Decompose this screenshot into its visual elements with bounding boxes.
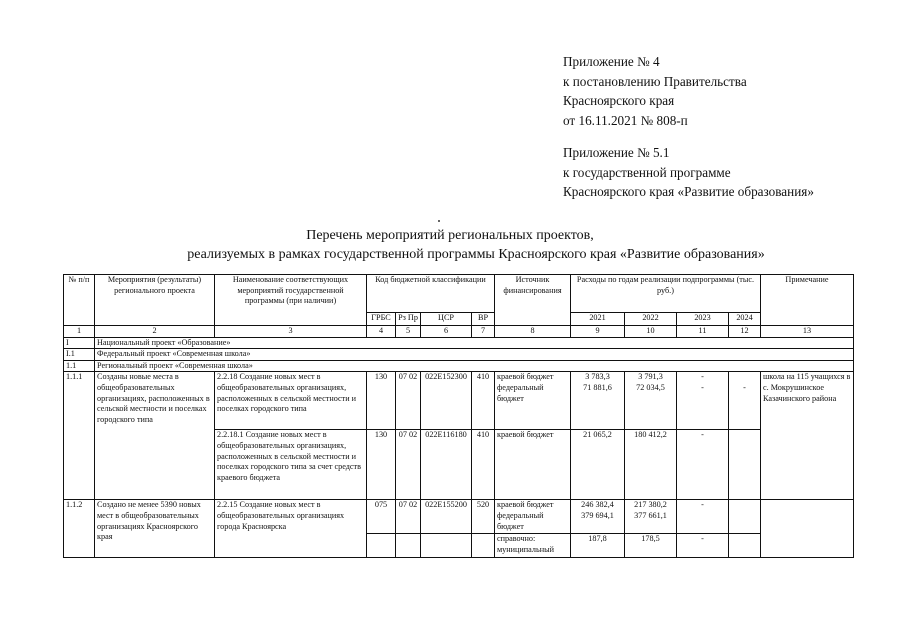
row-csr: 022Е116180 <box>421 430 472 500</box>
col-number: 2 <box>95 326 215 338</box>
header-2023: 2023 <box>677 313 729 326</box>
col-number: 12 <box>729 326 761 338</box>
appendix-4-line: Приложение № 4 <box>563 54 660 69</box>
row-vr <box>472 534 495 558</box>
row-value-2022 <box>625 372 677 430</box>
row-value-2022: 178,5 <box>625 534 677 558</box>
col-number: 5 <box>396 326 421 338</box>
value-line: 72 034,5 <box>636 382 665 392</box>
header-2024: 2024 <box>729 313 761 326</box>
header-rzpr: Рз Пр <box>396 313 421 326</box>
appendix-4-line: Красноярского края <box>563 93 675 108</box>
section-num: 1.1 <box>64 360 95 372</box>
header-note: Примечание <box>761 275 854 326</box>
row-value-2024 <box>729 430 761 500</box>
row-program-event: 2.2.15 Создание новых мест в общеобразовательных организациях города Красноярска <box>215 500 367 558</box>
section-title: Региональный проект «Современная школа» <box>95 360 854 372</box>
row-grbs: 130 <box>367 430 396 500</box>
header-name: Наименование соответствующих мероприятий государственной программы (при наличии) <box>215 275 367 326</box>
row-program-event: 2.2.18.1 Создание новых мест в общеобразовательных организациях, расположенных в сельской местности и поселках городского типа за счет средств краевого бюджета <box>215 430 367 500</box>
source-line: краевой бюджет <box>497 500 554 510</box>
value-line: 3 783,3 <box>585 372 610 382</box>
row-source <box>495 500 571 534</box>
events-table <box>63 274 854 558</box>
row-csr: 022E152300 <box>421 372 472 430</box>
row-source: краевой бюджет <box>495 430 571 500</box>
row-rzpr: 07 02 <box>396 430 421 500</box>
row-value-2021 <box>571 500 625 534</box>
row-grbs: 130 <box>367 372 396 430</box>
row-event: Созданы новые места в общеобразовательных организациях, расположенных в сельской местности и поселках городского типа <box>95 372 215 500</box>
row-grbs <box>367 534 396 558</box>
appendix-5-1-line: к государственной программе <box>563 164 731 180</box>
row-num: 1.1.1 <box>64 372 95 500</box>
value-line: 246 382,4 <box>581 500 614 510</box>
appendix-4-line: к постановлению Правительства <box>563 73 747 89</box>
source-line: краевой бюджет <box>497 372 554 382</box>
header-expenses: Расходы по годам реализации подпрограммы (тыс. руб.) <box>571 275 761 313</box>
row-source <box>495 372 571 430</box>
row-vr: 410 <box>472 372 495 430</box>
row-value-2024 <box>729 372 761 430</box>
document-title-line-1: Перечень мероприятий региональных проектов, <box>306 228 594 243</box>
row-value-2022 <box>625 500 677 534</box>
row-value-2023: - <box>677 430 729 500</box>
header-2021: 2021 <box>571 313 625 326</box>
header-num: № п/п <box>64 275 95 326</box>
header-vr: ВР <box>472 313 495 326</box>
col-number: 1 <box>64 326 95 338</box>
row-note: школа на 115 учащихся в с. Мокрушинское Казачинского района <box>761 372 854 500</box>
section-num: I <box>64 337 95 349</box>
value-line: - <box>701 500 704 510</box>
row-value-2021: 21 065,2 <box>571 430 625 500</box>
row-value-2024 <box>729 500 761 534</box>
section-title: Федеральный проект «Современная школа» <box>95 349 854 361</box>
source-line: федеральный бюджет <box>497 510 544 531</box>
row-value-2021: 187,8 <box>571 534 625 558</box>
source-line: федеральный бюджет <box>497 382 544 403</box>
header-kbk: Код бюджетной классификации <box>367 275 495 313</box>
header-event: Мероприятия (результаты) регионального проекта <box>95 275 215 326</box>
document-title-line-2: реализуемых в рамках государственной программы Красноярского края «Развитие образования» <box>187 247 765 262</box>
row-rzpr: 07 02 <box>396 500 421 534</box>
row-source: справочно: муниципальный <box>495 534 571 558</box>
row-event: Создано не менее 5390 новых мест в общеобразовательных организациях Красноярского края <box>95 500 215 558</box>
row-grbs: 075 <box>367 500 396 534</box>
row-vr: 520 <box>472 500 495 534</box>
col-number: 3 <box>215 326 367 338</box>
row-rzpr: 07 02 <box>396 372 421 430</box>
appendix-5-1-line: Красноярского края «Развитие образования» <box>563 184 814 199</box>
scan-dot <box>438 220 440 222</box>
row-csr: 022E155200 <box>421 500 472 534</box>
col-number: 10 <box>625 326 677 338</box>
col-number: 11 <box>677 326 729 338</box>
row-rzpr <box>396 534 421 558</box>
col-number: 8 <box>495 326 571 338</box>
row-vr: 410 <box>472 430 495 500</box>
row-value-2022: 180 412,2 <box>625 430 677 500</box>
row-value-2021 <box>571 372 625 430</box>
row-value-2023 <box>677 372 729 430</box>
header-2022: 2022 <box>625 313 677 326</box>
value-line <box>731 372 758 383</box>
col-number: 4 <box>367 326 396 338</box>
header-csr: ЦСР <box>421 313 472 326</box>
section-title: Национальный проект «Образование» <box>95 337 854 349</box>
col-number: 7 <box>472 326 495 338</box>
row-csr <box>421 534 472 558</box>
value-line: 217 380,2 <box>634 500 667 510</box>
row-value-2024 <box>729 534 761 558</box>
row-program-event: 2.2.18 Создание новых мест в общеобразовательных организациях, расположенных в сельской местности и поселках городского типа <box>215 372 367 430</box>
value-line: 379 694,1 <box>581 510 614 520</box>
header-source: Источник финансирования <box>495 275 571 326</box>
value-line: 377 661,1 <box>634 510 667 520</box>
row-num: 1.1.2 <box>64 500 95 558</box>
col-number: 6 <box>421 326 472 338</box>
value-line: 3 791,3 <box>638 372 663 382</box>
section-num: I.1 <box>64 349 95 361</box>
value-line: 71 881,6 <box>583 382 612 392</box>
appendix-4-block <box>563 52 747 130</box>
row-note <box>761 500 854 558</box>
row-value-2023 <box>677 500 729 534</box>
col-number: 9 <box>571 326 625 338</box>
row-value-2023: - <box>677 534 729 558</box>
appendix-5-1-line: Приложение № 5.1 <box>563 145 670 160</box>
value-line: - <box>743 382 746 392</box>
appendix-4-line: от 16.11.2021 № 808-п <box>563 112 688 128</box>
value-line: - <box>701 372 704 382</box>
value-line: - <box>701 382 704 392</box>
header-grbs: ГРБС <box>367 313 396 326</box>
col-number: 13 <box>761 326 854 338</box>
appendix-5-1-block <box>563 143 814 202</box>
